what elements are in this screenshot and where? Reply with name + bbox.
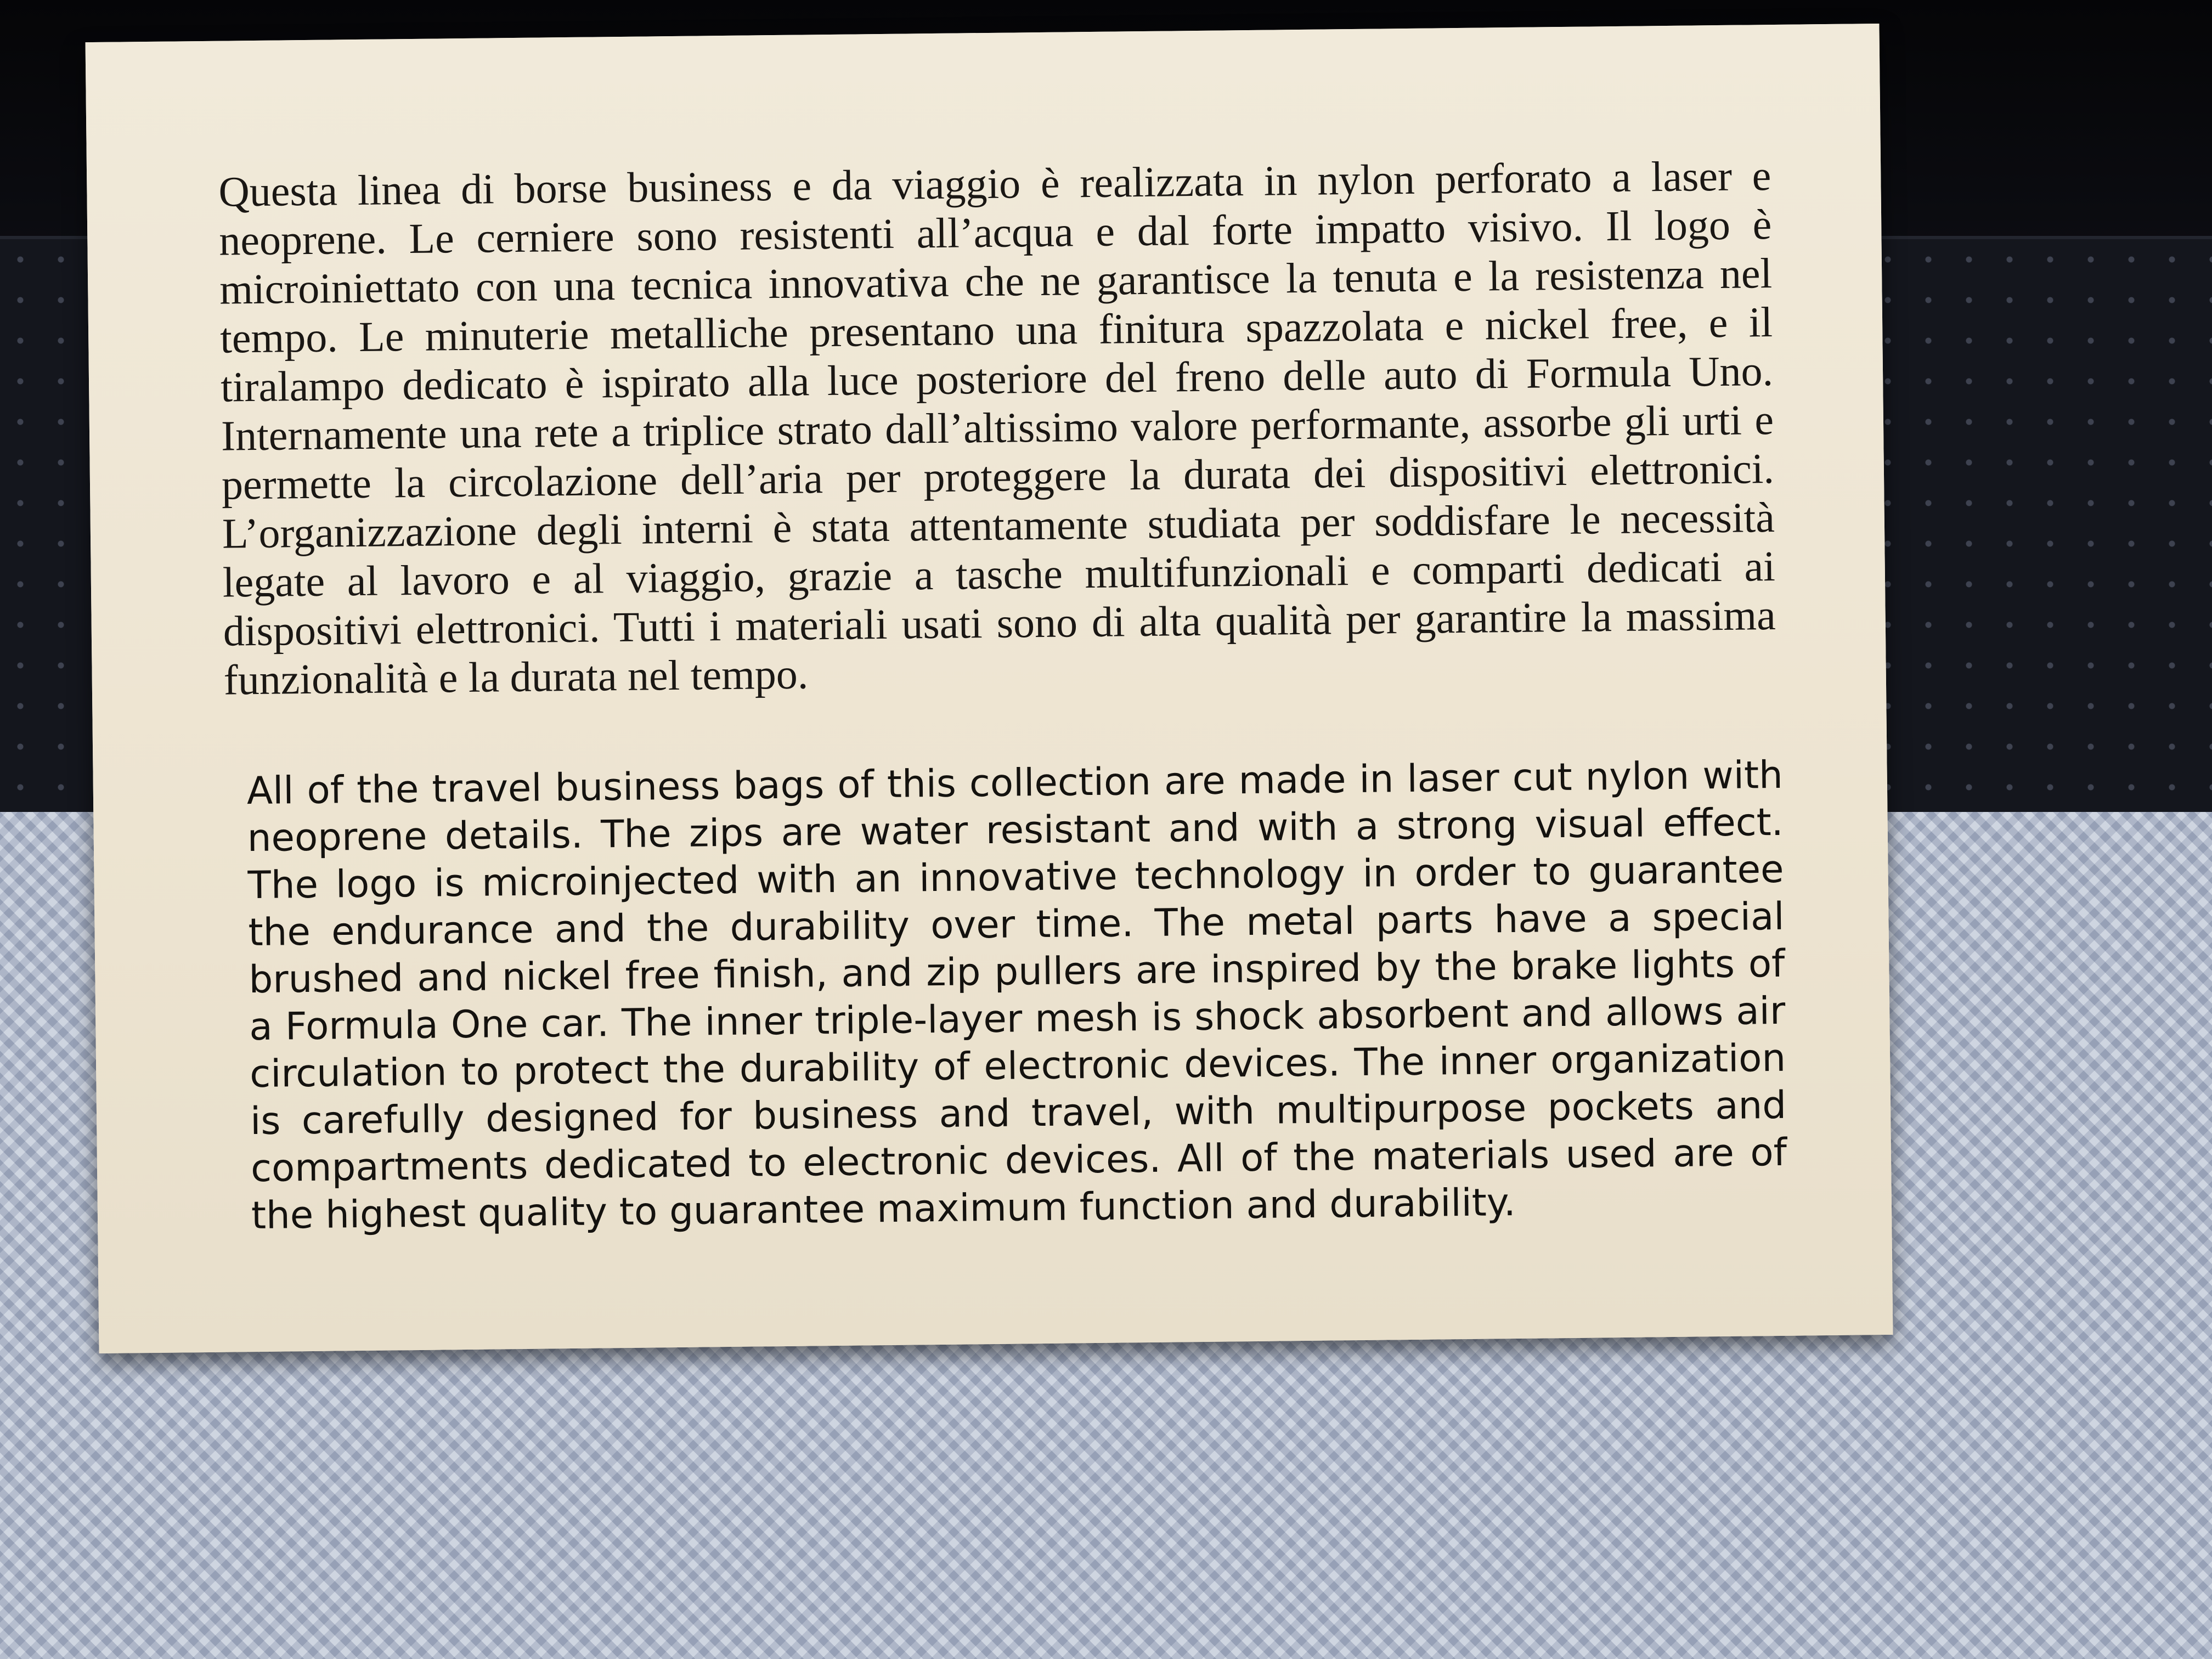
product-info-card bbox=[86, 24, 1893, 1353]
english-description-paragraph: All of the travel business bags of this collection are made in laser cut nylon with neoprene details. The zips are water resistant and with a strong visual effect. The logo is microinjected with an innovative technology in order to guarantee the endurance and the durability over time. The metal parts have a special brushed and nickel free finish, and zip pullers are inspired by the brake lights of a Formula One car. The inner triple-layer mesh is shock absorbent and allows air circulation to protect the durability of electronic devices. The inner organization is carefully designed for business and travel, with multipurpose pockets and compartments dedicated to electronic devices. All of the materials used are of the highest quality to guarantee maximum function and durability. bbox=[246, 753, 1787, 1238]
italian-description-paragraph: Questa linea di borse business e da viaggio è realizzata in nylon perforato a laser e neoprene. Le cerniere sono resistenti all’acqua e dal forte impatto visivo. Il logo è microiniettato con una tecnica innovativa che ne garantisce la tenuta e la resistenza nel tempo. Le minuterie metalliche presentano una finitura spazzolata e nickel free, e il tiralampo dedicato è ispirato alla luce posteriore del freno delle auto di Formula Uno. Internamente una rete a triplice strato dall’altissimo valore performante, assorbe gli urti e permette la circolazione dell’aria per proteggere la durata dei dispositivi elettronici. L’organizzazione degli interni è stata attentamente studiata per soddisfare le necessità legate al lavoro e al viaggio, grazie a tasche multifunzionali e comparti dedicati ai dispositivi elettronici. Tutti i materiali usati sono di alta qualità per garantire la massima funzionalità e la durata nel tempo. bbox=[218, 151, 1776, 704]
